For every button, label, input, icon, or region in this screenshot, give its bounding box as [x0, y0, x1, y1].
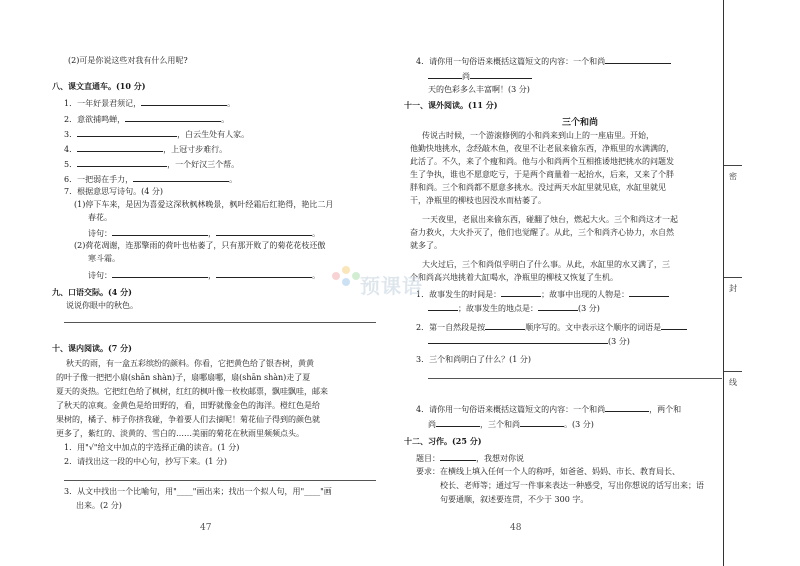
section-12-title: [404, 436, 482, 447]
binding-tick: [724, 371, 742, 372]
essay-requirement-3: 句要通顺，叙述要连贯，不少于 300 字。: [440, 495, 589, 504]
answer-blank[interactable]: [501, 288, 541, 297]
sec11-q4-line-2: [428, 418, 594, 430]
essay-title-label: 题目：: [416, 454, 440, 463]
watermark-dot-icon: [352, 272, 360, 280]
q1-score: (3 分): [578, 304, 600, 313]
watermark-dot-icon: [342, 278, 350, 286]
sec8-q7: [64, 186, 163, 197]
essay-title-text: ，我想对你说: [476, 454, 524, 463]
sec11-q2: [416, 321, 687, 333]
sec10-q2-score: (1 分): [205, 457, 227, 466]
writing-line[interactable]: [64, 322, 376, 323]
section-10-title: [52, 343, 132, 354]
section-10-score: (7 分): [108, 343, 132, 353]
passage-line-3: 夏天的炎热。它把红色给了枫树，红红的枫叶像一枚枚邮票，飘哇飘哇，邮来: [56, 387, 328, 396]
story-title: 三个和尚: [561, 118, 598, 128]
sec8-item-4: [64, 143, 227, 155]
answer-blank[interactable]: [520, 418, 564, 427]
sec11-q1-line-2: [428, 302, 600, 314]
sec8-item-6-end: 。: [229, 175, 238, 184]
comma: ，: [208, 229, 216, 238]
answer-blank[interactable]: [605, 55, 641, 64]
watermark-dot-icon: [332, 272, 340, 280]
answer-blank[interactable]: [428, 70, 462, 79]
section-9-score: (4 分): [108, 287, 132, 297]
answer-blank[interactable]: [125, 113, 221, 122]
answer-blank[interactable]: [661, 321, 687, 330]
passage-line-6: 更多了，紫红的、淡黄的、雪白的……美丽的菊花在秋雨里频频点头。: [56, 429, 304, 438]
binding-label-seal: 密: [729, 172, 737, 181]
sec8-item-4-text: ，上冠寸步难行。: [163, 145, 228, 154]
sec8-item-5-text: ，一个好汉三个帮。: [167, 160, 240, 169]
sec10-q1: [64, 442, 239, 453]
sec10-q3-line-1: 3．从文中找出一个比喻句，用"____"画出来；找出一个拟人句，用"____"画: [64, 487, 332, 496]
answer-blank[interactable]: [216, 227, 312, 236]
watermark-logo: [330, 262, 440, 302]
q1-text: 1．故事发生的时间是：: [416, 290, 502, 299]
essay-title-blank[interactable]: [440, 452, 476, 461]
story-line-11: 个和尚高兴地挑着大缸喝水，净瓶里的柳枝又恢复了生机。: [410, 273, 618, 282]
binding-tick: [724, 165, 742, 166]
section-8-title: [52, 81, 146, 92]
sec10-q4-line-2: [428, 70, 532, 82]
sec8-item-3: [64, 128, 249, 140]
right-page: [400, 0, 730, 566]
passage-line-2: 的叶子像一把把小扇(shān shàn)子，扇哪扇哪，扇(shān shàn)走了夏: [56, 373, 311, 382]
sec8-item-2-end: 。: [221, 115, 230, 124]
watermark-dot-icon: [342, 266, 350, 274]
page-number-left: 47: [200, 523, 212, 533]
page-number-right: 48: [510, 523, 522, 533]
essay-requirement-2: 校长、老师等；通过写一件事来表达一种感受，写出你想说的话写出来；语: [440, 481, 704, 490]
section-12-label: 十二、习作。: [404, 436, 452, 446]
sec8-q7-1-line-2: 春花。: [88, 213, 112, 222]
answer-blank[interactable]: [77, 128, 177, 137]
answer-blank[interactable]: [436, 418, 480, 427]
poem-label: 诗句：: [88, 229, 112, 238]
story-line-9: 就多了。: [410, 241, 442, 250]
section-9-label: 九、口语交际。: [52, 287, 108, 297]
answer-blank[interactable]: [605, 403, 649, 412]
sec8-q7-2-answer: [88, 269, 320, 281]
q4-text: 4．请你用一句俗语来概括这篇短文的内容：一个和尚: [416, 57, 606, 66]
period: 。: [312, 271, 320, 280]
sec8-item-1-end: 。: [227, 99, 236, 108]
story-line-3: 此活了。不久，来了个瘦和尚。他与小和尚两个互相推诿地把挑水的问题发: [410, 157, 674, 166]
sec8-q7-1-answer: [88, 227, 320, 239]
q4-proverb-text: ，三个和尚: [480, 420, 520, 429]
sec8-item-6: [64, 173, 237, 185]
sec11-q2-line-2: [428, 335, 630, 347]
answer-blank[interactable]: [216, 269, 312, 278]
story-line-8: 奋力救火，大火扑灭了，他们也觉醒了。从此，三个和尚齐心协力，水自然: [410, 228, 674, 237]
section-9-prompt: 说说你眼中的秋色。: [66, 301, 138, 310]
answer-blank[interactable]: [538, 302, 578, 311]
q4-proverb-text: ，两个和: [649, 405, 682, 414]
answer-blank[interactable]: [641, 55, 671, 64]
prev-question-2: (2)可是你说这些对我有什么用呢?: [68, 56, 188, 65]
sec8-item-1-text: 1．一年好景君须记，: [64, 99, 142, 108]
story-line-6: 干，净瓶里的柳枝也因没水而枯萎了。: [410, 196, 546, 205]
sec8-q7-text: 7．根据意思写诗句。: [64, 187, 142, 196]
sec10-q4-line-1: [416, 55, 671, 67]
section-11-score: (11 分): [468, 100, 498, 110]
q3-score: (1 分): [509, 355, 531, 364]
q2-text: 2．第一自然段是按: [416, 323, 486, 332]
sec8-q7-1-line-1: (1)停下车来，是因为喜爱这深秋枫林晚景，枫叶经霜后红艳得，艳比二月: [74, 200, 334, 209]
story-line-5: 胖和尚。三个和尚都不愿意多挑水。没过两天水缸里就见底，水缸里就见: [410, 183, 666, 192]
writing-line[interactable]: [428, 378, 722, 379]
section-11-title: [404, 100, 498, 111]
sec11-q3: [416, 354, 531, 365]
sec8-item-2: [64, 113, 229, 125]
comma: ，: [208, 271, 216, 280]
answer-blank[interactable]: [141, 97, 227, 106]
sec8-q7-score: (4 分): [141, 187, 163, 196]
sec10-q1-text: 1．用"√"给文中加点的字选择正确的读音。: [64, 443, 218, 452]
section-10-label: 十、课内阅读。: [52, 343, 108, 353]
q3-text: 3．三个和尚明白了什么？: [416, 355, 510, 364]
section-12-score: (25 分): [452, 436, 482, 446]
q4-text: 尚: [462, 72, 470, 81]
q4-score: 。(3 分): [564, 420, 594, 429]
answer-blank[interactable]: [428, 302, 458, 311]
passage-line-5: 果树的，橘子、柿子你挤我碰，争着要人们去摘呢！菊花仙子得到的颜色就: [56, 415, 320, 424]
watermark-text: 预课语: [360, 274, 423, 298]
story-line-1: 传说古时候，一个游滚修例的小和尚来到山上的一座庙里。开始，: [422, 131, 654, 140]
sec10-q1-score: (1 分): [217, 443, 240, 452]
q2-score: (3 分): [608, 337, 630, 346]
story-line-4: 生了争执，谁也不愿意吃亏，于是两个商量着一起抬水，后来，又来了个胖: [410, 170, 674, 179]
q2-text: 顺序写的。文中表示这个顺序的词语是: [525, 323, 662, 332]
q1-text: ；故事中出现的人物是：: [541, 290, 630, 299]
q4-proverb-text: 4．请你用一句俗语来概括这篇短文的内容：一个和尚: [416, 405, 606, 414]
sec8-item-4-num: 4．: [64, 145, 78, 154]
binding-label-line: 线: [729, 378, 737, 387]
sec8-q7-2-line-2: 寒斗霜。: [88, 254, 120, 263]
period: 。: [312, 229, 320, 238]
q4-proverb-text: 尚: [428, 420, 436, 429]
sec8-item-3-text: ，白云生处有人家。: [177, 130, 250, 139]
answer-blank[interactable]: [629, 288, 669, 297]
sec11-q1-line-1: [416, 288, 669, 300]
sec8-item-5: [64, 158, 239, 170]
essay-requirement-1: 要求：在横线上填入任何一个人的称呼，如爸爸、妈妈、市长、教育局长、: [416, 467, 680, 476]
binding-tick: [724, 277, 742, 278]
binding-label-close: 封: [729, 284, 737, 293]
sec10-q2: [64, 456, 227, 467]
passage-line-4: 了秋天的凉爽。金黄色是给田野的，看，田野就像金色的海洋。橙红色是给: [56, 401, 320, 410]
answer-blank[interactable]: [112, 227, 208, 236]
sec8-item-5-num: 5．: [64, 160, 78, 169]
section-11-label: 十一、课外阅读。: [404, 100, 468, 110]
sec11-q4-line-1: [416, 403, 681, 415]
section-9-title: [52, 287, 132, 298]
section-8-score: (10 分): [116, 81, 146, 91]
answer-blank[interactable]: [77, 143, 163, 152]
sec8-item-1: [64, 97, 235, 109]
sec10-q4-line-3: 天的色彩多么丰富啊！(3 分): [428, 85, 530, 94]
essay-title: [416, 452, 524, 464]
answer-blank[interactable]: [428, 335, 608, 344]
sec10-q3-line-2: 出来。(2 分): [76, 501, 122, 510]
sec8-item-6-text: 6．一把弱在手力，: [64, 175, 134, 184]
sec8-q7-2-line-1: (2)荷花凋谢，连那擎雨的荷叶也枯萎了，只有那开败了的菊花花枝还傲: [74, 241, 326, 250]
writing-line[interactable]: [64, 480, 376, 481]
passage-line-1: 秋天的雨，有一盒五彩缤纷的颜料。你看，它把黄色给了银杏树，黄黄: [66, 359, 314, 368]
story-line-2: 他勤快地挑水，念经敲木鱼，夜里不让老鼠来偷东西，净瓶里的水满满的，: [410, 144, 674, 153]
answer-blank[interactable]: [77, 158, 167, 167]
answer-blank[interactable]: [470, 70, 502, 79]
poem-label: 诗句：: [88, 271, 112, 280]
answer-blank[interactable]: [502, 70, 532, 79]
story-line-10: 大火过后，三个和尚似乎明白了什么事。从此，水缸里的水又满了，三: [422, 260, 670, 269]
answer-blank[interactable]: [112, 269, 208, 278]
q1-text: ；故事发生的地点是：: [458, 304, 538, 313]
section-8-label: 八、课文直通车。: [52, 81, 116, 91]
sec10-q2-text: 2．请找出这一段的中心句，抄写下来。: [64, 457, 206, 466]
sec8-item-3-num: 3．: [64, 130, 78, 139]
answer-blank[interactable]: [485, 321, 525, 330]
sec8-item-2-text: 2．意欲捕鸣蝉，: [64, 115, 126, 124]
answer-blank[interactable]: [133, 173, 229, 182]
binding-line: [723, 0, 724, 566]
story-line-7: 一天夜里，老鼠出来偷东西，碰翻了烛台，燃起大火。三个和尚这才一起: [422, 215, 678, 224]
